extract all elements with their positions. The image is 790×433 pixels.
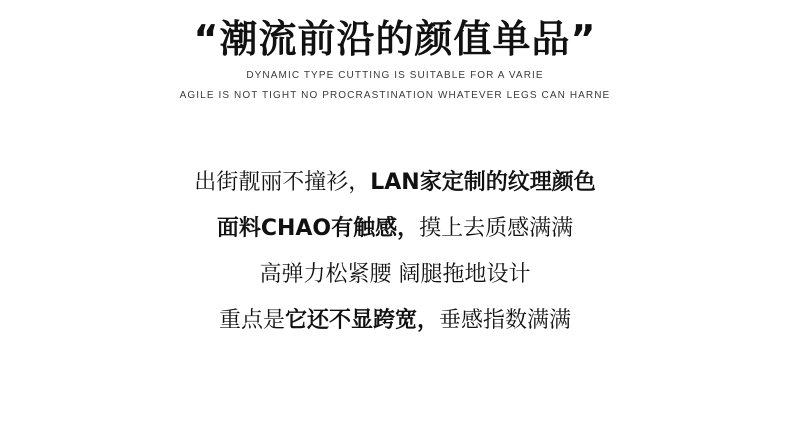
body-copy-light-segment: 高弹力松紧腰 阔腿拖地设计 bbox=[259, 262, 531, 287]
page-headline: “潮流前沿的颜值单品” bbox=[193, 17, 597, 61]
body-copy-block bbox=[0, 160, 790, 344]
subtitle-english-line-2: AGILE IS NOT TIGHT NO PROCRASTINATION WHATEVER LEGS CAN HARNE bbox=[179, 90, 611, 101]
body-copy-light-segment: 出街靓丽不撞衫， bbox=[194, 170, 371, 195]
body-copy-bold-segment: 它还不显跨宽， bbox=[284, 308, 439, 333]
body-copy-light-segment: 摸上去质感满满 bbox=[419, 216, 574, 241]
body-copy-line bbox=[0, 206, 790, 252]
body-copy-line bbox=[0, 252, 790, 298]
body-copy-light-segment: 垂感指数满满 bbox=[439, 308, 572, 333]
body-copy-bold-segment: LAN家定制的纹理颜色 bbox=[370, 170, 596, 195]
subtitle-english-line-1: DYNAMIC TYPE CUTTING IS SUITABLE FOR A VARIE bbox=[246, 70, 544, 81]
body-copy-line bbox=[0, 298, 790, 344]
body-copy-line bbox=[0, 160, 790, 206]
body-copy-bold-segment: 面料CHAO有触感， bbox=[216, 216, 420, 241]
body-copy-light-segment: 重点是 bbox=[218, 308, 285, 333]
